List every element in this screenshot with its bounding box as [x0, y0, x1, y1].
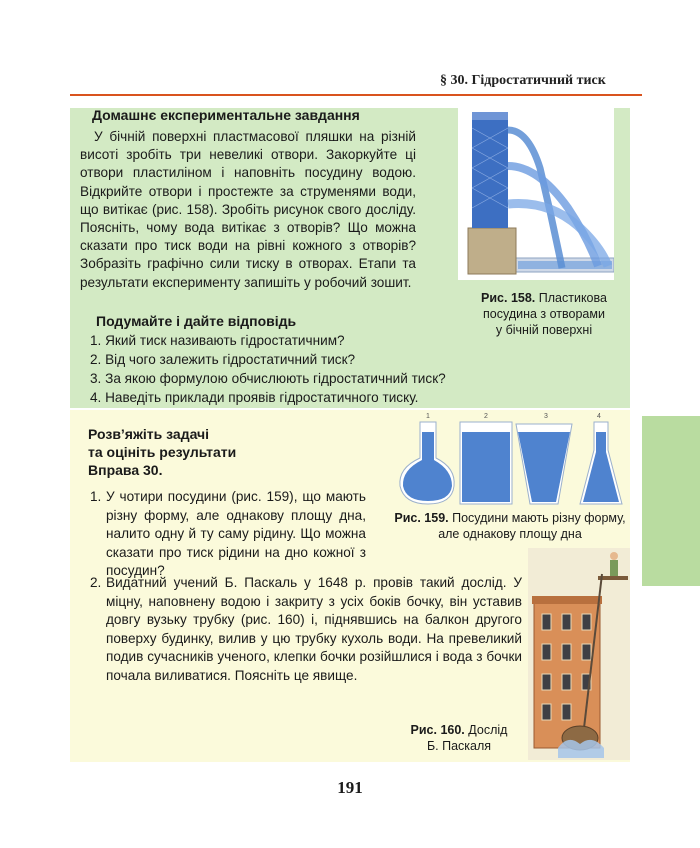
- task-number: 2.: [90, 575, 102, 590]
- side-tab: [642, 416, 700, 586]
- question-item: 1. Який тиск називають гідростатичним?: [90, 333, 345, 348]
- task-text: У чотири посудини (рис. 159), що мають різну форму, але однакову площу дна, налито одну й ту саму рідину. Що можна сказати про тиск рідини на дно кожної з посудин?: [106, 489, 366, 579]
- question-item: 2. Від чого залежить гідростатичний тиск?: [90, 352, 356, 367]
- vessel-number: 2: [484, 413, 488, 420]
- figure-159-caption: Рис. 159. Посудини мають різну форму, але однакову площу дна: [394, 511, 626, 541]
- task-item: [90, 574, 522, 686]
- section-title: § 30. Гідростатичний тиск: [440, 73, 606, 88]
- vessel-number: 4: [597, 413, 601, 420]
- question-list: [90, 331, 446, 407]
- figure-159: [392, 410, 628, 508]
- task-text: Видатний учений Б. Паскаль у 1648 р. провів такий дослід. У міцну, наповнену водою і закриту з усіх боків бочку, він уставив довгу вузьку трубку (рис. 160) і, піднявшись на балкон другого поверху будинку, вилив у цю трубку кухоль води. На превеликий подив сучасників ученого, клепки бочки розійшлися і вода з бочки почала виливатися. Поясніть це явище.: [106, 575, 522, 683]
- bottle-with-holes-illustration: [458, 108, 614, 280]
- figure-158-label: Рис. 158.: [481, 291, 536, 305]
- page-number: 191: [337, 778, 363, 797]
- figure-158-caption: Рис. 158. Пластикова посудина з отворами у бічній поверхні: [481, 291, 607, 337]
- figure-158: [458, 108, 614, 280]
- question-item: 3. За якою формулою обчислюють гідростатичний тиск?: [90, 371, 446, 386]
- task-number: 1.: [90, 489, 102, 504]
- figure-160-caption: Рис. 160. Дослід Б. Паскаля: [410, 723, 508, 753]
- figure-160-label: Рис. 160.: [410, 723, 465, 737]
- figure-160: [528, 548, 630, 760]
- think-title: Подумайте і дайте відповідь: [96, 313, 297, 329]
- pascal-barrel-illustration: [528, 548, 630, 760]
- vessel-number: 1: [426, 413, 430, 420]
- figure-159-label: Рис. 159.: [394, 511, 449, 525]
- exercise-heading: Розв’яжіть задачі та оцініть результати Вправа 30.: [88, 426, 237, 478]
- vessel-number: 3: [544, 413, 548, 420]
- header-rule: [70, 94, 642, 96]
- question-item: 4. Наведіть приклади проявів гідростатичного тиску.: [90, 390, 419, 405]
- experiment-title: Домашнє експериментальне завдання: [92, 107, 360, 123]
- experiment-text: У бічній поверхні пластмасової пляшки на різній висоті зробіть три невеликі отвори. Закоркуйте ці отвори пластиліном і наповніть посудину водою. Відкрийте отвори і простежте за струменями води, що витікає (рис. 158). Зробіть рисунок свого досліду. Поясніть, чому вода витікає з отворів? Що можна сказати про тиск води на рівні кожного з отворів? Зобразіть графічно сили тиску в отворах. Етапи та результати експерименту запишіть у робочий зошит.: [80, 129, 416, 290]
- task-item: [90, 488, 366, 581]
- four-vessels-illustration: [392, 410, 628, 508]
